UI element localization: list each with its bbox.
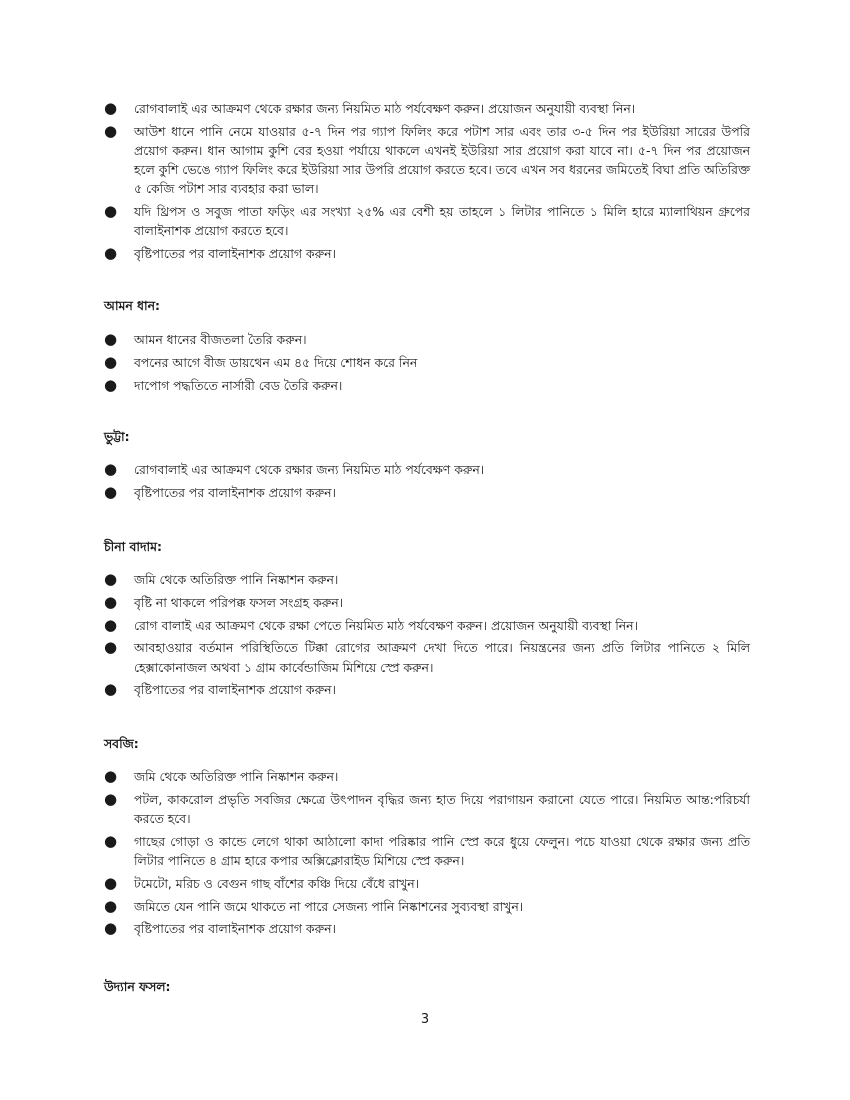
bullet-list [104,570,750,700]
list-item: ● রোগ বালাই এর আক্রমণ থেকে রক্ষা পেতে নিয়মিত মাঠ পর্যবেক্ষণ করুন। প্রয়োজন অনুযায়ী ব্যবস্থা নিন। [104,615,639,634]
list-item: ● যদি থ্রিপস ও সবুজ পাতা ফড়িং এর সংখ্যা ২৫% এর বেশী হয় তাহলে ১ লিটার পানিতে ১ মিলি হারে ম্যালাথিয়ন গ্রুপের বালাইনাশক প্রয়োগ করতে হবে। [104,202,750,239]
page-number: 3 [420,1012,430,1027]
list-item: ● আউশ ধানে পানি নেমে যাওয়ার ৫-৭ দিন পর গ্যাপ ফিলিং করে পটাশ সার এবং তার ৩-৫ দিন পর ইউরিয়া সারের উপরি প্রয়োগ করুন। ধান আগাম কুশি বের হওয়া পর্যায়ে থাকলে এখনই ইউরিয়া সার প্রয়োগ করা যাবে না। ৫-৭ দিন পর প্রয়োজন হলে কুশি ভেঙে গ্যাপ ফিলিং করে ইউরিয়া সার উপরি প্রয়োগ করতে হবে। তবে এখন সব ধরনের জমিতেই বিঘা প্রতি অতিরিক্ত ৫ কেজি পটাশ সার ব্যবহার করা ভাল। [104,121,750,197]
section-heading-maize: ভুট্টা: [104,429,130,444]
bullet-icon: ● [104,570,118,588]
list-item: ● জমি থেকে অতিরিক্ত পানি নিষ্কাশন করুন। [104,767,339,785]
list-item: ● বৃষ্টিপাতের পর বালাইনাশক প্রয়োগ করুন। [104,244,336,263]
list-item: ● বৃষ্টি না থাকলে পরিপক্ক ফসল সংগ্রহ করুন। [104,592,344,611]
bullet-icon: ● [104,789,118,808]
list-item: ● রোগবালাই এর আক্রমণ থেকে রক্ষার জন্য নিয়মিত মাঠ পর্যবেক্ষণ করুন। প্রয়োজন অনুযায়ী ব্যবস্থা নিন। [104,99,636,117]
bullet-list [104,767,750,939]
list-item: ● বৃষ্টিপাতের পর বালাইনাশক প্রয়োগ করুন। [104,680,336,699]
bullet-icon: ● [104,352,118,371]
list-item: ● গাছের গোড়া ও কান্ডে লেগে থাকা আঠালো কাদা পরিষ্কার পানি স্প্রে করে ধুয়ে ফেলুন। পচে যাওয়া থেকে রক্ষার জন্য প্রতি লিটার পানিতে ৪ গ্রাম হারে কপার অক্সিক্লোরাইড মিশিয়ে স্প্রে করুন। [104,831,750,868]
bullet-list [104,460,750,502]
bullet-icon: ● [104,767,118,785]
list-item: ● বৃষ্টিপাতের পর বালাইনাশক প্রয়োগ করুন। [104,919,336,938]
section-maize [104,460,750,506]
bullet-icon: ● [104,919,118,938]
section-aus-rice [104,99,750,267]
bullet-icon: ● [104,592,118,611]
section-vegetables [104,767,750,942]
bullet-icon: ● [104,482,118,501]
bullet-icon: ● [104,121,118,140]
bullet-icon: ● [104,460,118,478]
bullet-icon: ● [104,615,118,634]
list-item: ● জমি থেকে অতিরিক্ত পানি নিষ্কাশন করুন। [104,570,339,588]
section-heading-vegetables: সবজি: [104,736,139,751]
section-heading-aman-rice: আমন ধান: [104,298,160,313]
bullet-icon: ● [104,638,118,657]
bullet-icon: ● [104,896,118,915]
bullet-icon: ● [104,873,118,892]
bullet-icon: ● [104,330,118,348]
bullet-icon: ● [104,202,118,221]
section-heading-groundnut: চীনা বাদাম: [104,539,162,554]
list-item: ● আবহাওয়ার বর্তমান পরিস্থিতিতে টিক্কা রোগের আক্রমণ দেখা দিতে পারে। নিয়ন্ত্রনের জন্য প্রতি লিটার পানিতে ২ মিলি হেক্সাকোনাজল অথবা ১ গ্রাম কার্বেন্ডাজিম মিশিয়ে স্প্রে করুন। [104,638,750,675]
section-aman-rice [104,330,750,398]
list-item: ● বৃষ্টিপাতের পর বালাইনাশক প্রয়োগ করুন। [104,482,336,501]
list-item: ● রোগবালাই এর আক্রমণ থেকে রক্ষার জন্য নিয়মিত মাঠ পর্যবেক্ষণ করুন। [104,460,485,478]
bullet-icon: ● [104,99,118,117]
list-item: ● টমেটো, মরিচ ও বেগুন গাছ বাঁশের কঞ্চি দিয়ে বেঁধে রাখুন। [104,873,420,892]
list-item: ● জমিতে যেন পানি জমে থাকতে না পারে সেজন্য পানি নিষ্কাশনের সুব্যবস্থা রাখুন। [104,896,524,915]
list-item: ● আমন ধানের বীজতলা তৈরি করুন। [104,330,307,348]
bullet-list [104,330,750,395]
section-heading-horticulture: উদ্যান ফসল: [104,979,171,994]
bullet-icon: ● [104,680,118,699]
bullet-icon: ● [104,831,118,850]
bullet-list [104,99,750,263]
list-item: ● পটল, কাকরোল প্রভৃতি সবজির ক্ষেত্রে উৎপাদন বৃদ্ধির জন্য হাত দিয়ে পরাগায়ন করানো যেতে পারে। নিয়মিত আন্ত:পরিচর্যা করতে হবে। [104,789,750,826]
bullet-icon: ● [104,375,118,394]
list-item: ● দাপোগ পদ্ধতিতে নার্সারী বেড তৈরি করুন। [104,375,343,394]
list-item: ● বপনের আগে বীজ ডায়থেন এম ৪৫ দিয়ে শোধন করে নিন [104,352,418,371]
bullet-icon: ● [104,244,118,263]
section-groundnut [104,570,750,703]
